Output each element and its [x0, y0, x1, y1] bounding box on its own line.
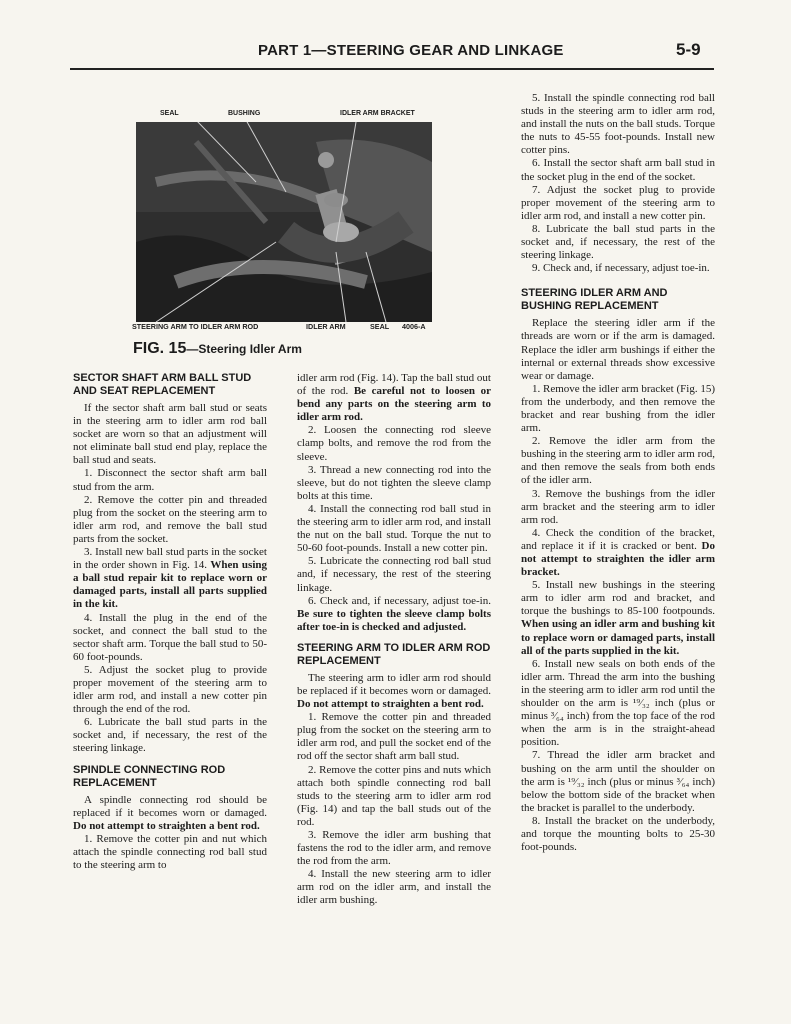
step: 9. Check and, if necessary, adjust toe-in.	[532, 262, 710, 275]
step	[521, 579, 715, 658]
step	[521, 527, 715, 579]
step: 1. Remove the cotter pin and nut which attach the spindle connecting rod ball stud to the steering arm to	[73, 832, 267, 871]
paragraph	[297, 672, 491, 711]
step: 1. Remove the cotter pin and threaded plug from the socket on the steering arm to idler arm rod, and pull the socket end of the rod off the sector shaft arm ball stud.	[297, 711, 491, 763]
paragraph-text: A spindle connecting rod should be replaced if it becomes worn or damaged.	[73, 793, 267, 819]
step: 1. Remove the idler arm bracket (Fig. 15) from the underbody, and then remove the bracket and rear bushing from the idler arm.	[521, 382, 715, 435]
step-text: 5. Install new bushings in the steering arm to idler arm rod and bracket, and torque the bushings to 85-100 footpounds.	[521, 579, 715, 618]
paragraph-text: The steering arm to idler arm rod should be replaced if it becomes worn or damaged.	[297, 671, 491, 697]
step-text: 4. Check the condition of the bracket, and replace it if it is cracked or bent.	[521, 526, 715, 552]
paragraph	[73, 794, 267, 833]
step-warning: When using a ball stud repair kit to replace worn or damaged parts, install all parts supplied in the kit.	[73, 559, 267, 611]
step: 6. Install the sector shaft arm ball stud in the socket plug in the end of the socket.	[521, 157, 715, 183]
step: 5. Install the spindle connecting rod ball studs in the steering arm to idler arm rod, and install the nuts on the ball studs. Torque the nuts to 45-55 foot-pounds. Install new cotter pins.	[521, 92, 715, 157]
idler-arm-photo	[136, 122, 432, 322]
step: 5. Lubricate the connecting rod ball stud and, if necessary, the rest of the steering linkage.	[297, 555, 491, 594]
step: 6. Install new seals on both ends of the idler arm. Thread the arm into the bushing in the steering arm to idler arm rod until the shoulder on the arm is ¹⁹⁄₃₂ inch (plus or minus ³⁄₆₄ inch) from the top face of the rod when the arm is in the straight-ahead position.	[521, 657, 715, 749]
paragraph-warning: Do not attempt to straighten a bent rod.	[73, 819, 260, 832]
section-heading: SPINDLE CONNECTING ROD REPLACEMENT	[73, 763, 226, 789]
paragraph-warning: Do not attempt to straighten a bent rod.	[297, 698, 484, 711]
step: 4. Install the connecting rod ball stud in the steering arm to idler arm rod, and install the nut on the ball stud. Torque the nut to 50-60 foot-pounds. Install a new cotter pin.	[297, 502, 491, 555]
step: 3. Remove the bushings from the idler arm bracket and the steering arm to idler arm rod.	[521, 487, 715, 526]
figure-label-seal-bottom: SEAL	[370, 322, 390, 331]
paragraph: If the sector shaft arm ball stud or seats in the steering arm to idler arm rod ball socket are worn so that an adjustment will not eliminate ball stud end play, replace the ball stud and seats.	[73, 402, 267, 467]
step: 8. Install the bracket on the underbody, and torque the mounting bolts to 25-30 foot-pounds.	[521, 814, 715, 854]
step: 3. Thread a new connecting rod into the sleeve, but do not tighten the sleeve clamp bolts at this time.	[297, 463, 491, 502]
step-text: 6. Check and, if necessary, adjust toe-in.	[308, 594, 491, 607]
figure-title: —Steering Idler Arm	[186, 342, 302, 356]
figure-label-idler-arm: IDLER ARM	[306, 322, 346, 331]
column-2	[297, 372, 491, 908]
step: 2. Loosen the connecting rod sleeve clamp bolts, and remove the rod from the sleeve.	[297, 424, 491, 463]
figure-label-bracket: IDLER ARM BRACKET	[340, 110, 415, 117]
section-heading: STEERING IDLER ARM AND BUSHING REPLACEMENT	[521, 287, 668, 313]
step	[297, 595, 491, 634]
page-number: 5-9	[676, 40, 701, 59]
figure-label-bushing: BUSHING	[228, 110, 261, 117]
column-1	[73, 372, 267, 872]
step-warning: Do not attempt to straighten the idler arm bracket.	[521, 539, 715, 579]
step: 2. Remove the cotter pins and nuts which attach both spindle connecting rod ball studs to the steering arm to idler arm rod (Fig. 14) and tap the ball studs out of the rod.	[297, 763, 491, 828]
column-3	[521, 92, 715, 854]
step: 4. Install the new steering arm to idler arm rod on the idler arm, and install the idler arm bushing.	[297, 868, 491, 907]
step: 8. Lubricate the ball stud parts in the socket and, if necessary, the rest of the steering linkage.	[521, 222, 715, 262]
step-text: idler arm rod (Fig. 14). Tap the ball stud out of the rod.	[297, 372, 491, 398]
step	[73, 546, 267, 611]
step: 2. Remove the cotter pin and threaded plug from the socket on the steering arm to idler arm rod, and remove the ball stud parts from the socket.	[73, 493, 267, 545]
step: 1. Disconnect the sector shaft arm ball stud from the arm.	[73, 467, 267, 493]
step: 2. Remove the idler arm from the bushing in the steering arm to idler arm rod, and then remove the seals from both ends of the idler arm.	[521, 435, 715, 487]
figure-caption	[133, 340, 302, 358]
page-header	[0, 40, 791, 66]
step: 6. Lubricate the ball stud parts in the socket and, if necessary, the rest of the steering linkage.	[73, 716, 267, 755]
step: 7. Thread the idler arm bracket and bushing on the arm until the shoulder on the arm is ¹⁹⁄₃₂ inch (plus or minus ³⁄₆₄ inch) below the bottom side of the bracket when the bracket is parallel to the underbody.	[521, 749, 715, 814]
figure-label-rod: STEERING ARM TO IDLER ARM ROD	[132, 322, 259, 331]
figure-steering-idler-arm	[130, 106, 446, 336]
section-heading: SECTOR SHAFT ARM BALL STUD AND SEAT REPLACEMENT	[73, 372, 252, 397]
step-continued	[297, 372, 491, 424]
step: 7. Adjust the socket plug to provide proper movement of the steering arm to idler arm rod, and install a new cotter pin.	[521, 183, 715, 222]
step: 4. Install the plug in the end of the socket, and connect the ball stud to the sector shaft arm. Torque the ball stud to 50-60 foot-pounds.	[73, 611, 267, 663]
step: 5. Adjust the socket plug to provide proper movement of the steering arm to idler arm rod, and install a new cotter pin through the end of the rod.	[73, 663, 267, 716]
header-rule	[70, 68, 714, 70]
paragraph: Replace the steering idler arm if the threads are worn or if the arm is damaged. Replace the idler arm bushings if either the internal or external threads show excessive wear or damage.	[521, 317, 715, 382]
step-text: 3. Install new ball stud parts in the socket in the order shown in Fig. 14.	[73, 546, 267, 572]
step: 3. Remove the idler arm bushing that fastens the rod to the idler arm, and remove the rod from the arm.	[297, 829, 491, 868]
figure-code: 4006-A	[402, 322, 426, 331]
step-warning: Be careful not to loosen or bend any parts on the steering arm to idler arm rod.	[297, 385, 492, 424]
step-warning: When using an idler arm and bushing kit to replace worn or damaged parts, install all of the parts supplied in the kit.	[521, 618, 715, 657]
section-heading: STEERING ARM TO IDLER ARM ROD REPLACEMENT	[297, 641, 491, 667]
figure-number: FIG. 15	[133, 340, 187, 357]
figure-label-seal: SEAL	[160, 110, 179, 117]
page-title: PART 1—STEERING GEAR AND LINKAGE	[258, 42, 564, 59]
step-warning: Be sure to tighten the sleeve clamp bolts after toe-in is checked and adjusted.	[297, 607, 491, 633]
